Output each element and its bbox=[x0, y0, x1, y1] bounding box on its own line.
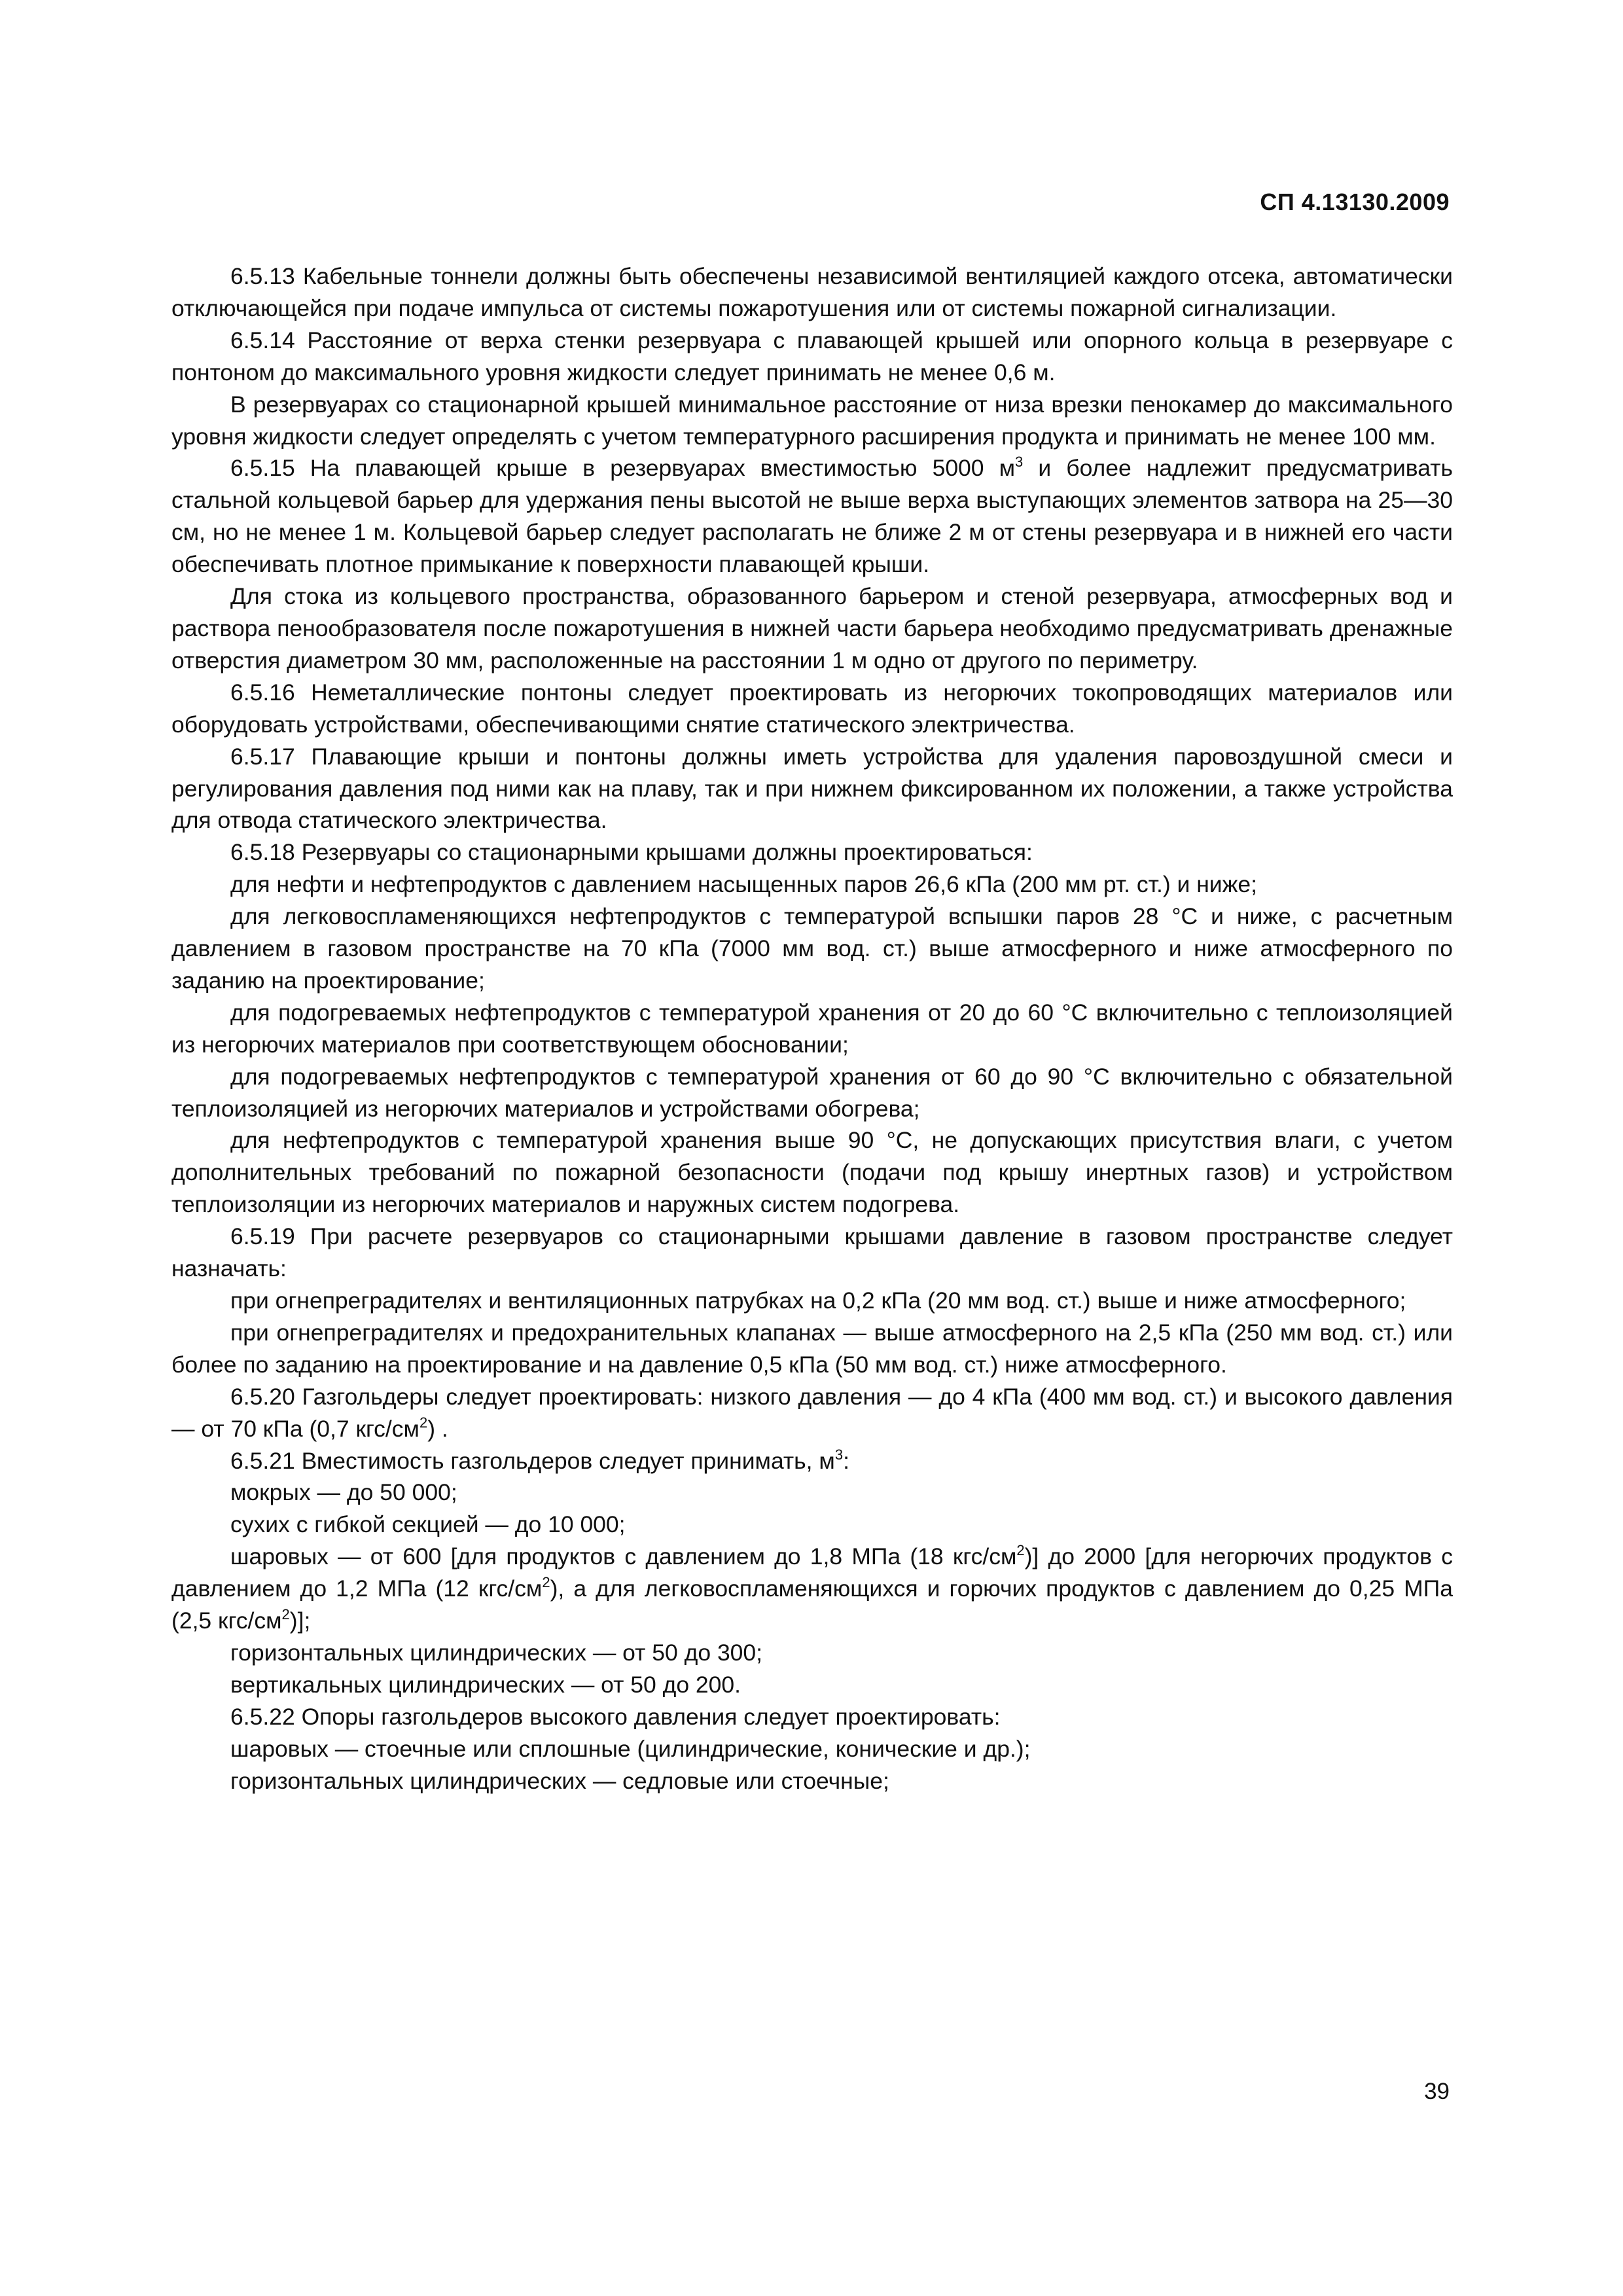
paragraph-text: шаровых — от 600 [для продуктов с давлением до 1,8 МПа (18 кгс/см bbox=[230, 1543, 1017, 1570]
paragraph-6-5-16: 6.5.16 Неметаллические понтоны следует проектировать из негорючих токопроводящих материалов или оборудовать устройствами, обеспечивающими снятие статического электричества. bbox=[171, 679, 1453, 738]
paragraph-text: : bbox=[843, 1447, 849, 1474]
paragraph-6-5-13: 6.5.13 Кабельные тоннели должны быть обеспечены независимой вентиляцией каждого отсека, автоматически отключающейся при подаче импульса от системы пожаротушения или от системы пожарной сигнализации. bbox=[171, 263, 1453, 321]
paragraph-6-5-21 bbox=[171, 1445, 1453, 1477]
superscript: 2 bbox=[542, 1574, 550, 1591]
superscript: 3 bbox=[1015, 454, 1024, 471]
paragraph-text: ) . bbox=[427, 1415, 448, 1442]
list-item: сухих с гибкой секцией — до 10 000; bbox=[230, 1511, 626, 1538]
list-item: для подогреваемых нефтепродуктов с температурой хранения от 20 до 60 °С включительно с теплоизоляцией из негорючих материалов при соответствующем обосновании; bbox=[171, 999, 1453, 1058]
paragraph-text: )]; bbox=[289, 1607, 311, 1634]
paragraph-text: )] до 2000 [для негорючих продуктов с давлением до 1,2 МПа (12 кгс/см bbox=[171, 1543, 1453, 1602]
list-item: для нефтепродуктов с температурой хранения выше 90 °С, не допускающих присутствия влаги, с учетом дополнительных требований по пожарной безопасности (подачи под крышу инертных газов) и устройством теплоизоляции из негорючих материалов и наружных систем подогрева. bbox=[171, 1127, 1453, 1218]
superscript: 2 bbox=[1016, 1542, 1025, 1559]
list-item: вертикальных цилиндрических — от 50 до 200. bbox=[230, 1671, 741, 1698]
list-item: при огнепреградителях и предохранительных клапанах — выше атмосферного на 2,5 кПа (250 мм вод. ст.) или более по заданию на проектирование и на давление 0,5 кПа (50 мм вод. ст.) ниже атмосферного. bbox=[171, 1319, 1453, 1378]
paragraph-6-5-18: 6.5.18 Резервуары со стационарными крышами должны проектироваться: bbox=[230, 839, 1033, 866]
superscript: 3 bbox=[834, 1446, 844, 1463]
list-item: шаровых — стоечные или сплошные (цилиндрические, конические и др.); bbox=[230, 1735, 1031, 1762]
paragraph-6-5-17: 6.5.17 Плавающие крыши и понтоны должны иметь устройства для удаления паровоздушной смеси и регулирования давления под ними как на плаву, так и при нижнем фиксированном их положении, а также устройства для отвода статического электричества. bbox=[171, 743, 1453, 834]
list-item: при огнепреградителях и вентиляционных патрубках на 0,2 кПа (20 мм вод. ст.) выше и ниже атмосферного; bbox=[230, 1287, 1406, 1314]
paragraph-stationary-roof-distance: В резервуарах со стационарной крышей минимальное расстояние от низа врезки пенокамер до максимального уровня жидкости следует определять с учетом температурного расширения продукта и принимать не менее 100 мм. bbox=[171, 391, 1453, 450]
list-item: для нефти и нефтепродуктов с давлением насыщенных паров 26,6 кПа (200 мм рт. ст.) и ниже; bbox=[230, 871, 1257, 898]
list-item: для подогреваемых нефтепродуктов с температурой хранения от 60 до 90 °С включительно с обязательной теплоизоляцией из негорючих материалов и устройствами обогрева; bbox=[171, 1063, 1453, 1122]
paragraph-6-5-15 bbox=[171, 452, 1453, 581]
paragraph-6-5-22: 6.5.22 Опоры газгольдеров высокого давления следует проектировать: bbox=[230, 1703, 1001, 1730]
superscript: 2 bbox=[419, 1414, 428, 1431]
paragraph-drainage-holes: Для стока из кольцевого пространства, образованного барьером и стеной резервуара, атмосферных вод и раствора пенообразователя после пожаротушения в нижней части барьера необходимо предусматривать дренажные отверстия диаметром 30 мм, расположенные на расстоянии 1 м одно от другого по периметру. bbox=[171, 583, 1453, 673]
list-item: горизонтальных цилиндрических — от 50 до 300; bbox=[230, 1639, 763, 1666]
paragraph-text: 6.5.20 Газгольдеры следует проектировать: низкого давления — до 4 кПа (400 мм вод. ст.) и высокого давления — от 70 кПа (0,7 кгс/см bbox=[171, 1383, 1453, 1442]
paragraph-text: 6.5.15 На плавающей крыше в резервуарах вместимостью 5000 м bbox=[230, 455, 1016, 482]
paragraph-6-5-14: 6.5.14 Расстояние от верха стенки резервуара с плавающей крышей или опорного кольца в резервуаре с понтоном до максимального уровня жидкости следует принимать не менее 0,6 м. bbox=[171, 327, 1453, 386]
paragraph-6-5-20 bbox=[171, 1381, 1453, 1445]
paragraph-text: ), а для легковоспламеняющихся и горючих продуктов с давлением до 0,25 МПа (2,5 кгс/см bbox=[171, 1575, 1453, 1634]
page-number: 39 bbox=[1424, 2079, 1450, 2104]
paragraph-6-5-19: 6.5.19 При расчете резервуаров со стационарными крышами давление в газовом пространстве следует назначать: bbox=[171, 1223, 1453, 1282]
body-text bbox=[171, 260, 1453, 1797]
paragraph-text: 6.5.21 Вместимость газгольдеров следует принимать, м bbox=[230, 1447, 835, 1474]
document-code-header: СП 4.13130.2009 bbox=[1260, 188, 1450, 215]
superscript: 2 bbox=[281, 1606, 290, 1623]
paragraph-text: и более надлежит предусматривать стальной кольцевой барьер для удержания пены высотой не выше верха выступающих элементов затвора на 25—30 см, но не менее 1 м. Кольцевой барьер следует располагать не ближе 2 м от стены резервуара и в нижней его части обеспечивать плотное примыкание к поверхности плавающей крыши. bbox=[171, 455, 1453, 578]
list-item: мокрых — до 50 000; bbox=[230, 1479, 457, 1506]
list-item: горизонтальных цилиндрических — седловые или стоечные; bbox=[230, 1767, 889, 1794]
list-item-spherical bbox=[171, 1541, 1453, 1637]
list-item: для легковоспламеняющихся нефтепродуктов с температурой вспышки паров 28 °С и ниже, с расчетным давлением в газовом пространстве на 70 кПа (7000 мм вод. ст.) выше атмосферного и ниже атмосферного по заданию на проектирование; bbox=[171, 903, 1453, 994]
